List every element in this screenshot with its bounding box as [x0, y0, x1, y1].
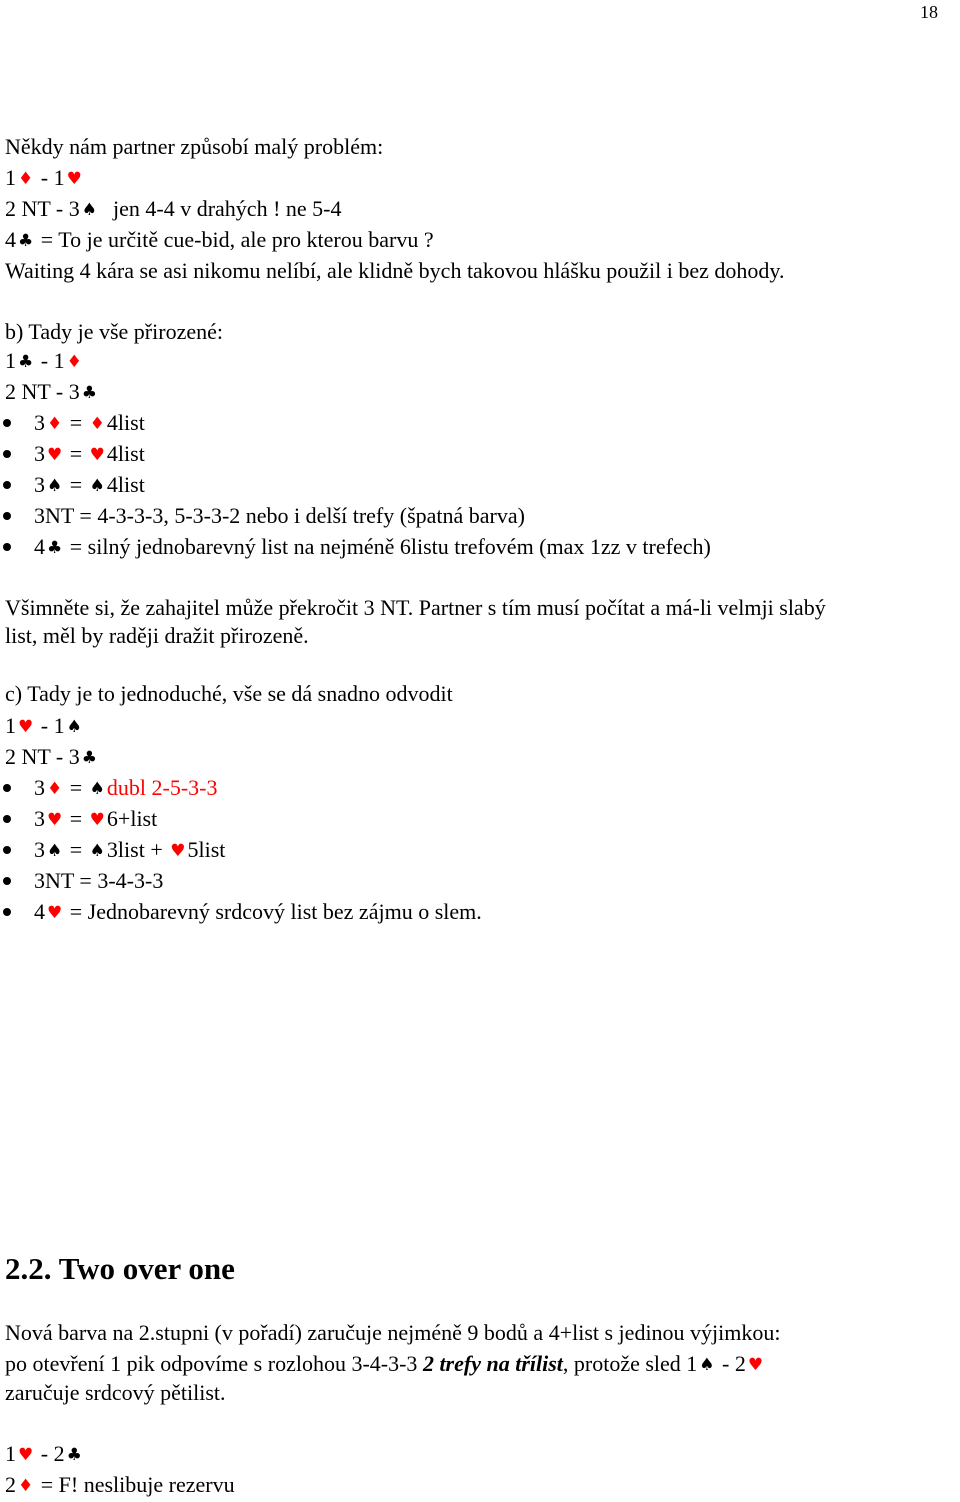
- bullet-icon: [3, 481, 11, 489]
- bullet-icon: [3, 512, 11, 520]
- diamond-icon: ♦: [89, 414, 105, 434]
- diamond-icon: ♦: [18, 1476, 34, 1496]
- section-b-title: b) Tady je vše přirozené:: [5, 319, 223, 344]
- intro-bid-1: 1 ♦ - 1 ♥: [5, 165, 82, 190]
- diamond-icon: ♦: [18, 169, 34, 189]
- spade-icon: ♠: [47, 841, 63, 861]
- intro-bid-3: 4 ♣ = To je určitě cue-bid, ale pro kterou barvu ?: [5, 227, 434, 252]
- spade-icon: ♠: [47, 476, 63, 496]
- bullet-icon: [3, 450, 11, 458]
- intro-bid-2: 2 NT - 3 ♠ jen 4-4 v drahých ! ne 5-4: [5, 196, 342, 221]
- club-icon: ♣: [47, 538, 63, 558]
- section-22-p3: zaručuje srdcový pětilist.: [5, 1380, 226, 1405]
- club-icon: ♣: [66, 1445, 82, 1465]
- bullet-icon: [3, 877, 11, 885]
- section-b-note-2: list, měl by raději dražit přirozeně.: [5, 623, 309, 648]
- spade-icon: ♠: [699, 1355, 715, 1375]
- bullet-icon: [3, 543, 11, 551]
- bullet-icon: [3, 908, 11, 916]
- section-b-note-1: Všimněte si, že zahajitel může překročit 3 NT. Partner s tím musí počítat a má-li velmji slabý: [5, 595, 826, 620]
- diamond-icon: ♦: [47, 779, 63, 799]
- section-c-item-3: 3 ♠ = ♠3list + ♥5list: [34, 837, 226, 862]
- section-22-p2: po otevření 1 pik odpovíme s rozlohou 3-4-3-3 2 trefy na třílist, protože sled 1 ♠ - 2 ♥: [5, 1351, 764, 1376]
- bullet-icon: [3, 815, 11, 823]
- section-c-item-4: 3NT = 3-4-3-3: [34, 868, 164, 893]
- heart-icon: ♥: [18, 717, 34, 737]
- intro-line-1: Někdy nám partner způsobí malý problém:: [5, 134, 384, 159]
- intro-line-5: Waiting 4 kára se asi nikomu nelíbí, ale klidně bych takovou hlášku použil i bez dohody.: [5, 258, 785, 283]
- section-b-bid-1: 1 ♣ - 1 ♦: [5, 348, 82, 373]
- heart-icon: ♥: [170, 841, 186, 861]
- section-b-item-4: 3NT = 4-3-3-3, 5-3-3-2 nebo i delší trefy (špatná barva): [34, 503, 525, 528]
- section-b-item-5: 4 ♣ = silný jednobarevný list na nejméně 6listu trefovém (max 1zz v trefech): [34, 534, 711, 559]
- diamond-icon: ♦: [66, 352, 82, 372]
- section-c-title: c) Tady je to jednoduché, vše se dá snadno odvodit: [5, 681, 453, 706]
- club-icon: ♣: [81, 748, 98, 768]
- heart-icon: ♥: [89, 445, 105, 465]
- heart-icon: ♥: [18, 1445, 34, 1465]
- section-b-bid-2: 2 NT - 3 ♣: [5, 379, 98, 404]
- club-icon: ♣: [18, 231, 34, 251]
- section-22-bid-2: 2 ♦ = F! neslibuje rezervu: [5, 1472, 235, 1497]
- section-22-p1: Nová barva na 2.stupni (v pořadí) zaručuje nejméně 9 bodů a 4+list s jedinou výjimkou:: [5, 1320, 781, 1345]
- section-c-item-5: 4 ♥ = Jednobarevný srdcový list bez zájmu o slem.: [34, 899, 482, 924]
- spade-icon: ♠: [89, 476, 105, 496]
- spade-icon: ♠: [89, 841, 105, 861]
- heart-icon: ♥: [89, 810, 105, 830]
- heart-icon: ♥: [47, 903, 63, 923]
- heart-icon: ♥: [47, 810, 63, 830]
- section-heading: 2.2. Two over one: [5, 1251, 235, 1286]
- section-22-bid-1: 1 ♥ - 2 ♣: [5, 1441, 82, 1466]
- club-icon: ♣: [18, 352, 34, 372]
- club-icon: ♣: [81, 383, 98, 403]
- section-c-bid-1: 1 ♥ - 1 ♠: [5, 713, 82, 738]
- bullet-icon: [3, 846, 11, 854]
- heart-icon: ♥: [47, 445, 63, 465]
- section-b-item-3: 3 ♠ = ♠4list: [34, 472, 145, 497]
- bullet-icon: [3, 784, 11, 792]
- section-b-item-1: 3 ♦ = ♦4list: [34, 410, 145, 435]
- spade-icon: ♠: [81, 200, 98, 220]
- heart-icon: ♥: [747, 1355, 764, 1375]
- heart-icon: ♥: [66, 169, 82, 189]
- spade-icon: ♠: [66, 717, 82, 737]
- section-b-item-2: 3 ♥ = ♥4list: [34, 441, 145, 466]
- section-c-item-1: 3 ♦ = ♠dubl 2-5-3-3: [34, 775, 218, 800]
- section-c-bid-2: 2 NT - 3 ♣: [5, 744, 98, 769]
- diamond-icon: ♦: [47, 414, 63, 434]
- bullet-icon: [3, 419, 11, 427]
- page-number: 18: [920, 2, 938, 22]
- spade-icon: ♠: [89, 779, 105, 799]
- section-c-item-2: 3 ♥ = ♥6+list: [34, 806, 158, 831]
